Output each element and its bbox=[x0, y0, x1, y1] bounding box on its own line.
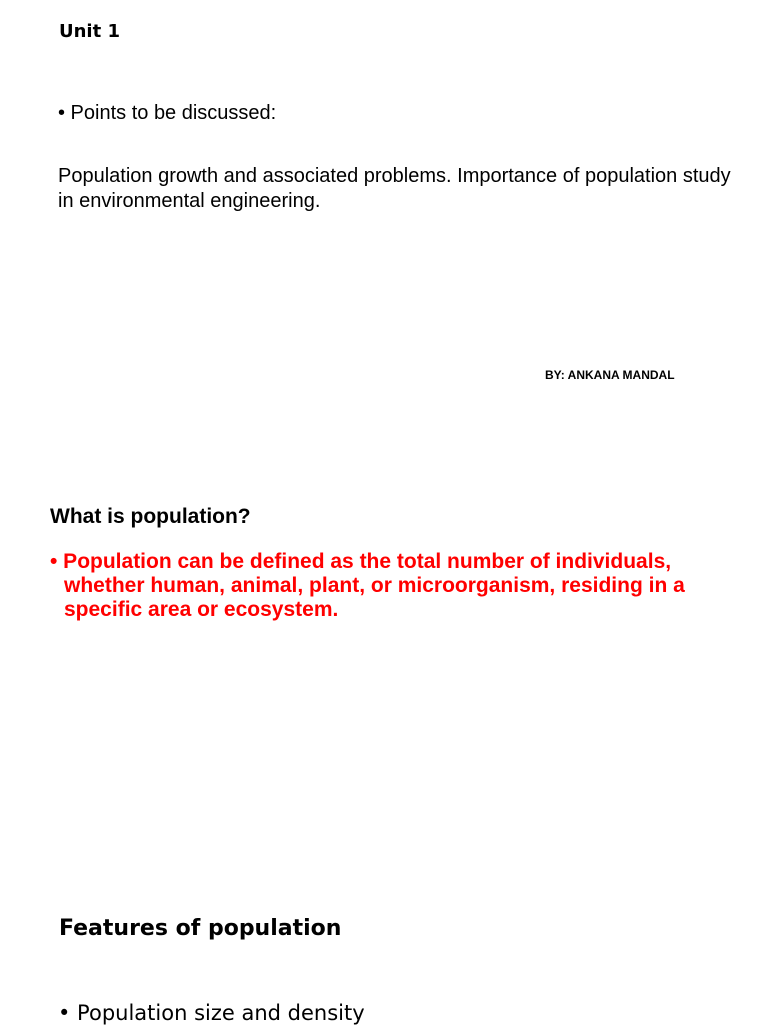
points-to-discuss-bullet: • Points to be discussed: bbox=[58, 102, 277, 124]
what-is-population-heading: What is population? bbox=[50, 505, 251, 528]
unit-title: Unit 1 bbox=[59, 21, 120, 42]
slide-unit-1 bbox=[0, 0, 768, 440]
population-definition: • Population can be defined as the total number of individuals, whether human, animal, plant, or microorganism, residing in a specific area or ecosystem. bbox=[50, 550, 685, 621]
features-heading: Features of population bbox=[59, 916, 342, 941]
topics-paragraph: Population growth and associated problems. Importance of population study in environmental engineering. bbox=[58, 165, 731, 212]
feature-list-item: • Population size and density bbox=[58, 1001, 365, 1025]
slide-features-of-population bbox=[0, 880, 768, 1024]
slide-what-is-population bbox=[0, 440, 768, 880]
author-credit: BY: ANKANA MANDAL bbox=[545, 368, 675, 382]
